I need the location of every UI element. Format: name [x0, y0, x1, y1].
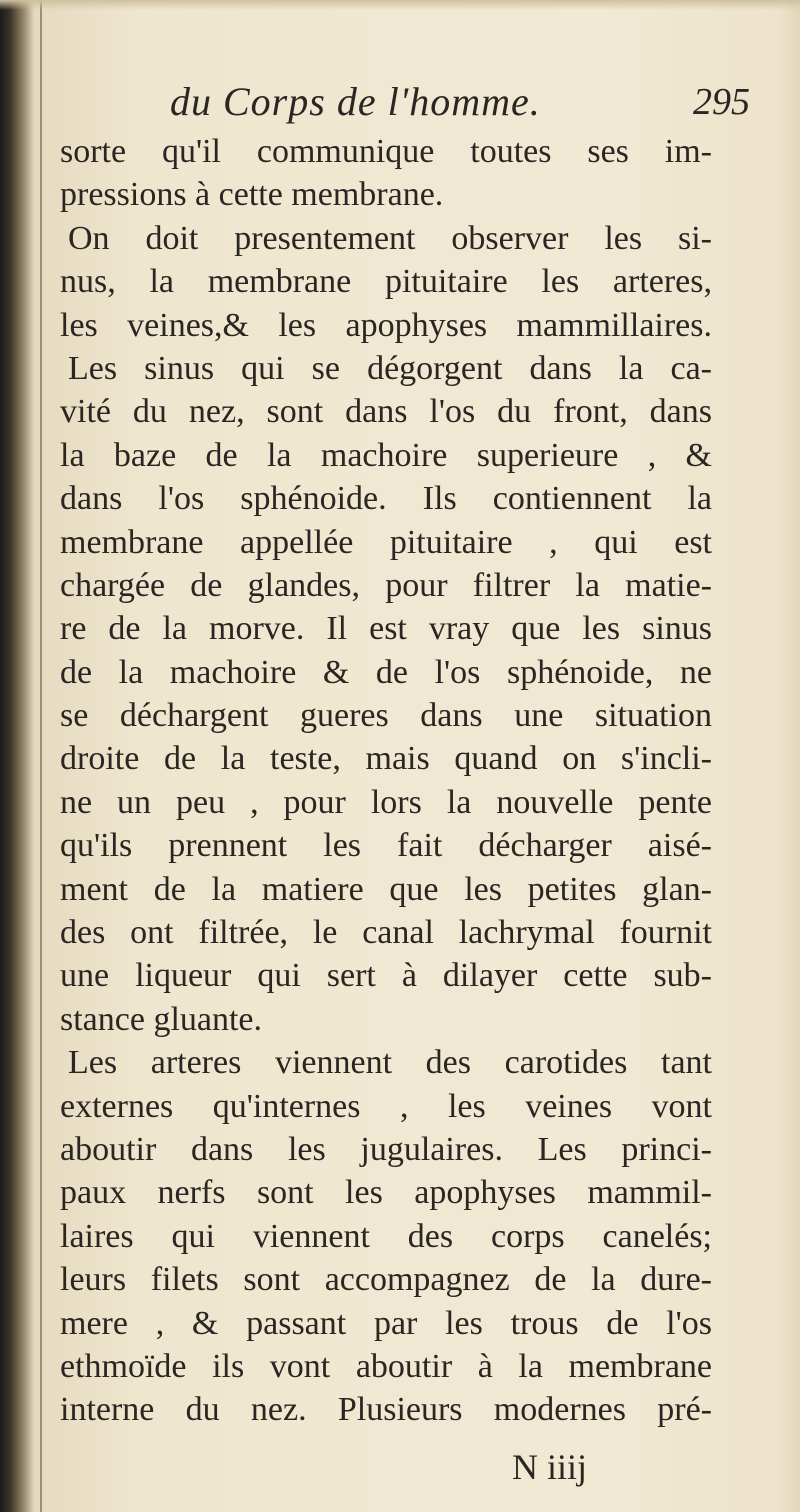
text-line-13: de la machoire & de l'os sphénoide, ne	[60, 653, 712, 691]
body-text	[60, 130, 712, 1432]
text-line-6: Les sinus qui se dégorgent dans la ca-	[68, 349, 712, 387]
text-line-21: stance gluante.	[60, 1000, 263, 1038]
text-line-29: ethmoïde ils vont aboutir à la membrane	[60, 1347, 712, 1385]
text-line-15: droite de la teste, mais quand on s'incli-	[60, 740, 712, 778]
text-line-27: leurs filets sont accompagnez de la dure-	[60, 1261, 712, 1299]
text-line-30: interne du nez. Plusieurs modernes pré-	[60, 1391, 712, 1429]
text-line-4: nus, la membrane pituitaire les arteres,	[60, 263, 712, 301]
text-line-20: une liqueur qui sert à dilayer cette sub-	[60, 957, 712, 995]
text-line-3: On doit presentement observer les si-	[68, 219, 712, 257]
book-gutter-shadow	[0, 0, 34, 1512]
text-line-9: dans l'os sphénoide. Ils contiennent la	[60, 480, 712, 518]
text-line-22: Les arteres viennent des carotides tant	[68, 1044, 712, 1082]
text-line-26: laires qui viennent des corps canelés;	[60, 1217, 712, 1255]
text-line-16: ne un peu , pour lors la nouvelle pente	[60, 783, 712, 821]
running-head	[150, 78, 750, 138]
running-head-title: du Corps de l'homme.	[170, 79, 541, 124]
text-line-7: vité du nez, sont dans l'os du front, dans	[60, 393, 712, 431]
page-top-edge	[0, 0, 800, 10]
text-line-10: membrane appellée pituitaire , qui est	[60, 523, 712, 561]
text-line-5: les veines,& les apophyses mammillaires.	[60, 306, 712, 344]
text-line-14: se déchargent gueres dans une situation	[60, 697, 712, 735]
text-line-28: mere , & passant par les trous de l'os	[60, 1304, 712, 1342]
page-number: 295	[693, 81, 750, 123]
text-line-8: la baze de la machoire superieure , &	[60, 436, 712, 474]
text-line-24: aboutir dans les jugulaires. Les princi-	[60, 1130, 712, 1168]
text-line-11: chargée de glandes, pour filtrer la matie-	[60, 566, 712, 604]
text-line-18: ment de la matiere que les petites glan-	[60, 870, 712, 908]
text-line-1: sorte qu'il communique toutes ses im-	[60, 133, 712, 170]
text-line-2: pressions à cette membrane.	[60, 176, 444, 214]
page-edge-line	[40, 0, 42, 1512]
text-line-12: re de la morve. Il est vray que les sinus	[60, 610, 712, 648]
text-line-23: externes qu'internes , les veines vont	[60, 1087, 712, 1125]
text-line-19: des ont filtrée, le canal lachrymal fournit	[60, 914, 712, 952]
text-line-17: qu'ils prennent les fait décharger aisé-	[60, 827, 712, 865]
signature-mark: N iiij	[512, 1447, 588, 1487]
text-line-25: paux nerfs sont les apophyses mammil-	[60, 1174, 712, 1212]
